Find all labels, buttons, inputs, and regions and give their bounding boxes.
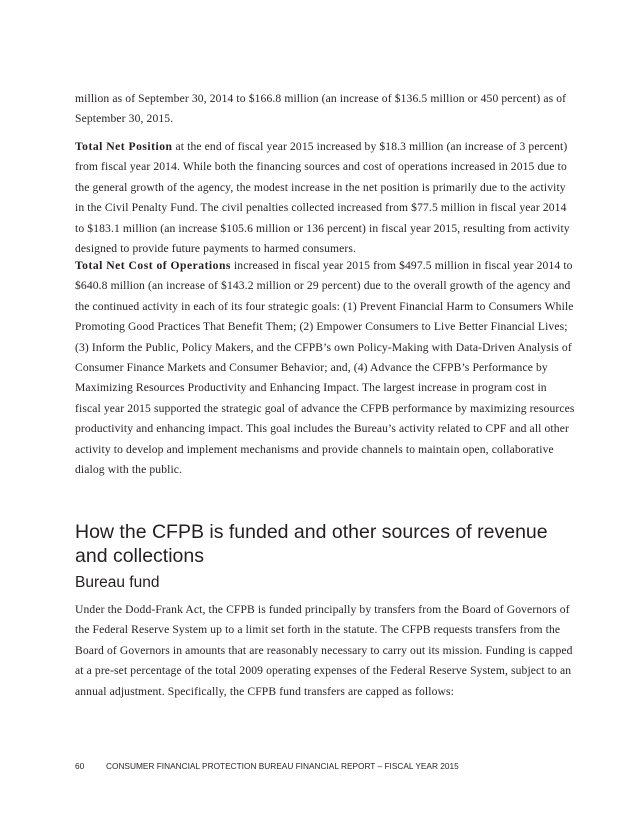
bureau-fund-paragraph: Under the Dodd-Frank Act, the CFPB is funded principally by transfers from the Board of Governors of the Federal Reserve System up to a limit set forth in the statute. The CFPB requests transfers from the Board of Governors in amounts that are reasonably necessary to carry out its mission. Funding is capped at a pre-set percentage of the total 2009 operating expenses of the Federal Reserve System, subject to an annual adjustment. Specifically, the CFPB fund transfers are capped as follows: (75, 603, 573, 698)
page-number: 60 (75, 761, 85, 771)
net-cost-lead: Total Net Cost of Operations (75, 259, 231, 272)
net-position-text: at the end of fiscal year 2015 increased by $18.3 million (an increase of 3 percent) from fiscal year 2014. While both the financing sources and cost of operations increased in 2015 due to the general growth of the agency, the modest increase in the net position is primarily due to the activity in the Civil Penalty Fund. The civil penalties collected increased from $77.5 million in fiscal year 2014 to $183.1 million (an increase $105.6 million or 136 percent) in fiscal year 2015, resulting from activity designed to provide future payments to harmed consumers. (75, 140, 570, 256)
footer-title: CONSUMER FINANCIAL PROTECTION BUREAU FINANCIAL REPORT – FISCAL YEAR 2015 (106, 761, 459, 771)
subsection-heading: Bureau fund (75, 574, 160, 591)
net-position-paragraph (75, 137, 575, 259)
net-cost-paragraph (75, 256, 575, 480)
net-position-lead: Total Net Position (75, 140, 173, 153)
net-cost-text: increased in fiscal year 2015 from $497.5 million in fiscal year 2014 to $640.8 million (an increase of $143.2 million or 29 percent) due to the overall growth of the agency and the continued activity in each of its four strategic goals: (1) Prevent Financial Harm to Consumers While Promoting Good Practices That Benefit Them; (2) Empower Consumers to Live Better Financial Lives; (3) Inform the Public, Policy Makers, and the CFPB’s own Policy-Making with Data-Driven Analysis of Consumer Finance Markets and Consumer Behavior; and, (4) Advance the CFPB’s Performance by Maximizing Resources Productivity and Enhancing Impact. The largest increase in program cost in fiscal year 2015 supported the strategic goal of advance the CFPB performance by maximizing resources productivity and enhancing impact. This goal includes the Bureau’s activity related to CPF and all other activity to develop and implement mechanisms and provide channels to maintain open, collaborative dialog with the public. (75, 259, 575, 477)
continued-paragraph: million as of September 30, 2014 to $166.8 million (an increase of $136.5 million or 450 percent) as of September 30, 2015. (75, 92, 567, 126)
section-heading: How the CFPB is funded and other sources of revenue and collections (75, 521, 548, 567)
page-footer (75, 760, 459, 772)
